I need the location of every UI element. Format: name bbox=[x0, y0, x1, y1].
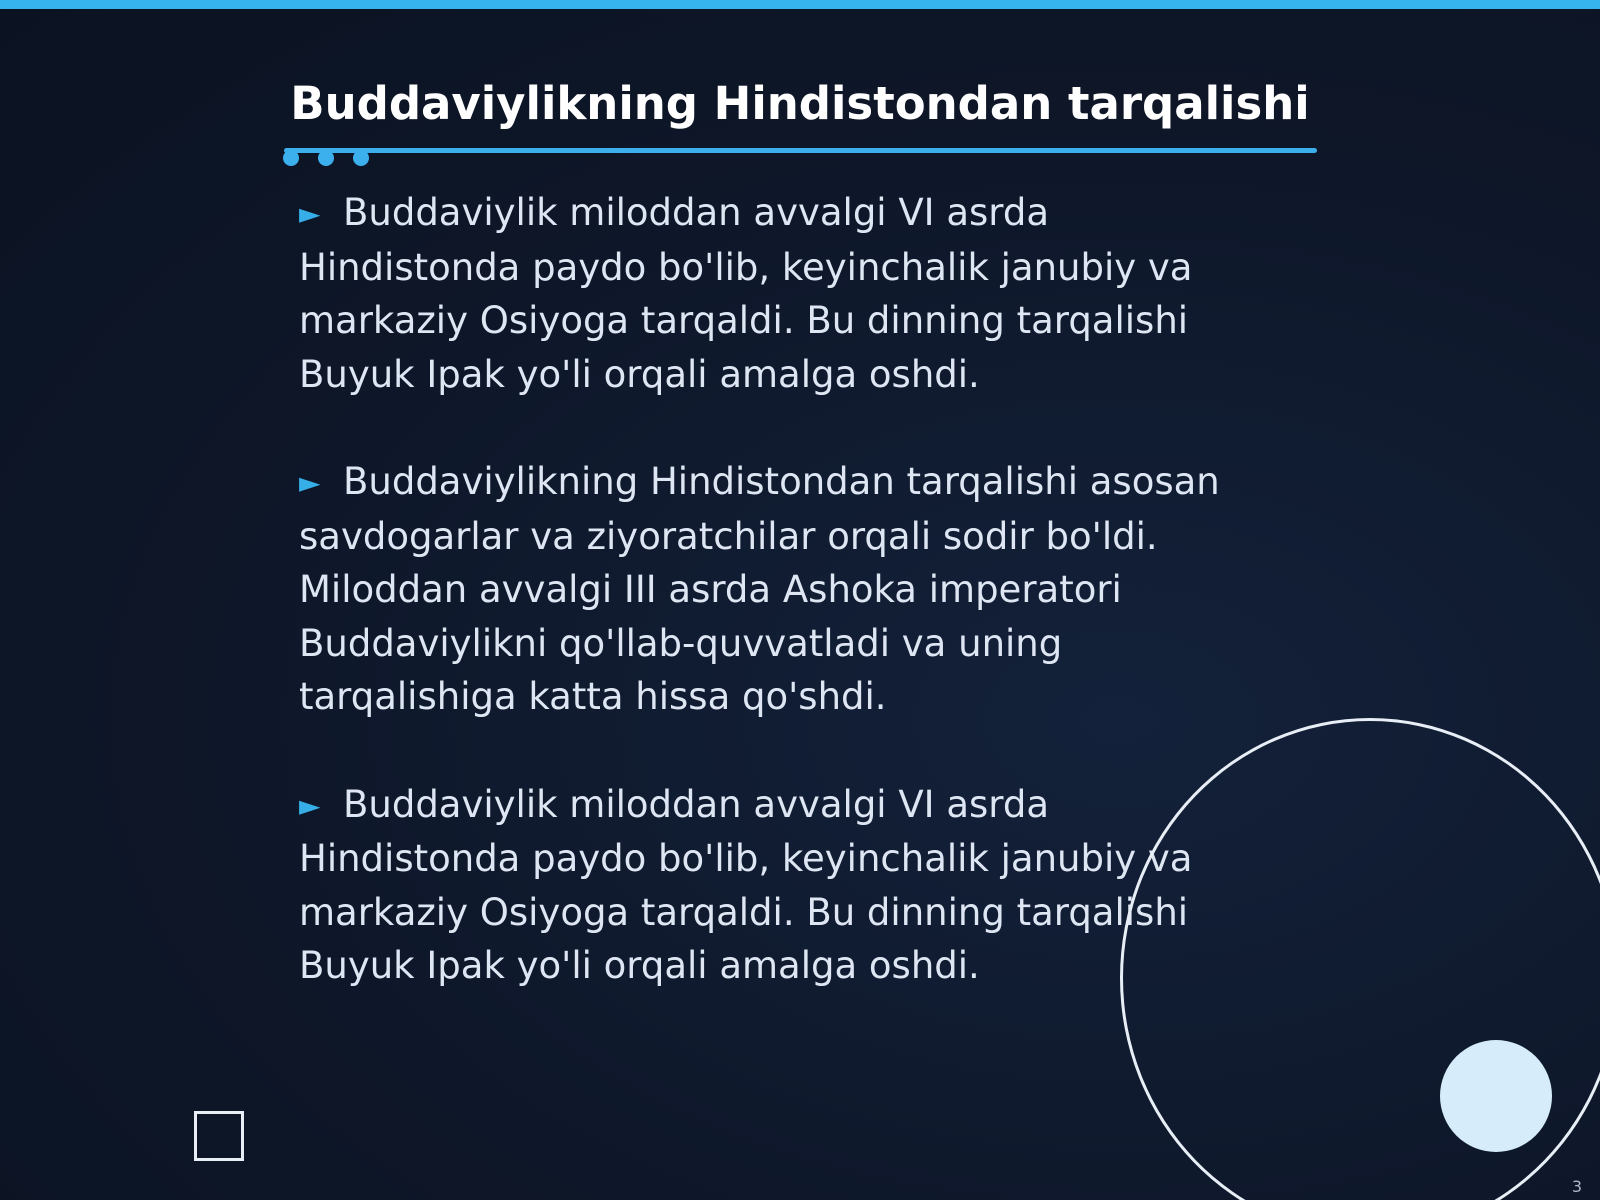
bullet-text: Buddaviylik miloddan avvalgi VI asrda Hindistonda paydo bo'lib, keyinchalik janubiy va markaziy Osiyoga tarqaldi. Bu dinning tarqalishi Buyuk Ipak yo'li orqali amalga oshdi. bbox=[299, 782, 1193, 987]
page-number: 3 bbox=[1571, 1177, 1582, 1196]
bullet-text: Buddaviylikning Hindistondan tarqalishi asosan savdogarlar va ziyoratchilar orqali sodir bo'ldi. Miloddan avvalgi III asrda Ashoka imperatori Buddaviylikni qo'llab-quvvatladi va uning tarqalishiga katta hissa qo'shdi. bbox=[299, 460, 1220, 718]
decorative-filled-circle bbox=[1440, 1040, 1552, 1152]
title-underline bbox=[284, 148, 1317, 153]
decorative-dot bbox=[353, 150, 369, 166]
decorative-dot bbox=[283, 150, 299, 166]
bullet-arrow-icon: ► bbox=[299, 197, 321, 230]
slide-title: Buddaviylikning Hindistondan tarqalishi bbox=[290, 77, 1310, 130]
bullet-text: Buddaviylik miloddan avvalgi VI asrda Hindistonda paydo bo'lib, keyinchalik janubiy va markaziy Osiyoga tarqaldi. Bu dinning tarqalishi Buyuk Ipak yo'li orqali amalga oshdi. bbox=[299, 191, 1193, 396]
top-accent-bar bbox=[0, 0, 1600, 9]
decorative-square bbox=[194, 1111, 244, 1161]
bullet-arrow-icon: ► bbox=[299, 788, 321, 822]
bullet-paragraph bbox=[299, 455, 1279, 724]
bullet-paragraph bbox=[299, 186, 1279, 401]
decorative-dot bbox=[318, 150, 334, 166]
bullet-arrow-icon: ► bbox=[299, 466, 321, 499]
